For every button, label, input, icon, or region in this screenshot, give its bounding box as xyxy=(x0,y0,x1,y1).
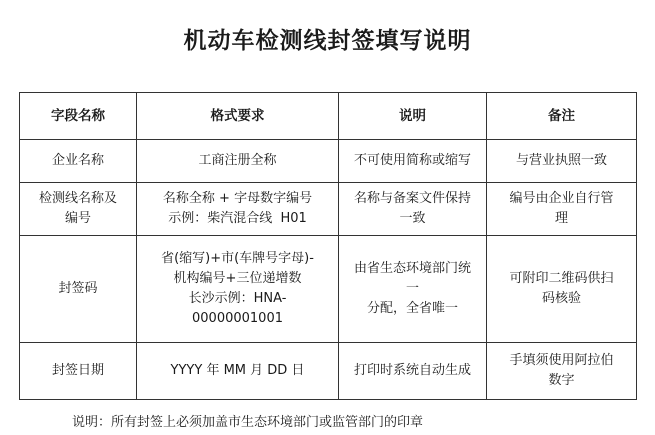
cell-line: 手填须使用阿拉伯 xyxy=(509,353,614,368)
cell-remark xyxy=(487,236,637,343)
cell-line: 数字 xyxy=(548,373,575,388)
cell-line: 由省生态环境部门统 xyxy=(353,261,471,276)
cell-line: 机构编号+三位递增数 xyxy=(173,271,302,286)
cell-line: 理 xyxy=(554,211,568,226)
footnote: 说明：所有封签上必须加盖市生态环境部门或监管部门的印章 xyxy=(72,415,424,430)
cell-line: 一致 xyxy=(399,211,426,226)
cell-line: YYYY 年 MM 月 DD 日 xyxy=(170,363,305,378)
cell-remark xyxy=(487,183,637,236)
cell-explain xyxy=(339,343,487,400)
cell-explain xyxy=(339,236,487,343)
cell-line: 不可使用简称或缩写 xyxy=(353,153,471,168)
cell-format xyxy=(137,343,339,400)
table-row xyxy=(20,140,637,183)
cell-line: 企业名称 xyxy=(51,153,104,168)
cell-field xyxy=(20,140,137,183)
cell-line: 封签码 xyxy=(58,281,98,296)
cell-explain xyxy=(339,183,487,236)
header-explanation: 说明 xyxy=(339,93,487,140)
document-title: 机动车检测线封签填写说明 xyxy=(183,27,472,54)
cell-line: 码核验 xyxy=(541,291,581,306)
cell-line: 一 xyxy=(405,281,419,296)
cell-field xyxy=(20,183,137,236)
cell-line: 名称全称 + 字母数字编号 xyxy=(162,191,313,206)
cell-line: 检测线名称及 xyxy=(38,191,117,206)
cell-line: 分配，全省唯一 xyxy=(366,301,458,316)
cell-field xyxy=(20,236,137,343)
table-row xyxy=(20,183,637,236)
cell-line: 工商注册全称 xyxy=(198,153,277,168)
header-field-name: 字段名称 xyxy=(20,93,137,140)
cell-line: 长沙示例：HNA- xyxy=(188,291,287,306)
cell-remark xyxy=(487,343,637,400)
table-header-row xyxy=(20,93,637,140)
cell-line: 封签日期 xyxy=(51,363,104,378)
cell-line: 示例：柴汽混合线 H01 xyxy=(168,211,307,226)
cell-line: 省(缩写)+市(车牌号字母)- xyxy=(161,251,314,266)
cell-line: 与营业执照一致 xyxy=(515,153,607,168)
table-row xyxy=(20,236,637,343)
cell-explain xyxy=(339,140,487,183)
table-row xyxy=(20,343,637,400)
cell-format xyxy=(137,236,339,343)
cell-line: 名称与备案文件保持 xyxy=(353,191,471,206)
cell-line: 可附印二维码供扫 xyxy=(509,271,614,286)
cell-remark xyxy=(487,140,637,183)
cell-line: 打印时系统自动生成 xyxy=(353,363,471,378)
header-format: 格式要求 xyxy=(137,93,339,140)
header-remark: 备注 xyxy=(487,93,637,140)
cell-line: 00000001001 xyxy=(192,311,283,326)
cell-field xyxy=(20,343,137,400)
spec-table xyxy=(19,92,637,400)
cell-format xyxy=(137,140,339,183)
cell-line: 编号由企业自行管 xyxy=(509,191,614,206)
cell-format xyxy=(137,183,339,236)
cell-line: 编号 xyxy=(64,211,91,226)
